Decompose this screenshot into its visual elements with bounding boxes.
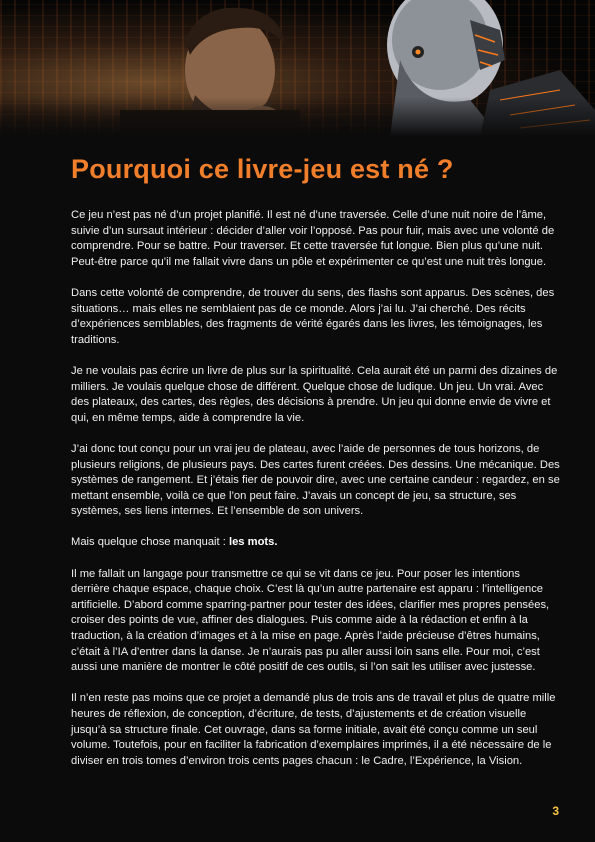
paragraph-5: Il me fallait un langage pour transmettre ce qui se vit dans ce jeu. Pour poser les intentions derrière chaque espace, chaque choix. C’est là qu’un autre partenaire est apparu : l’intelligence artificielle. D’abord comme sparring-partner pour tester des idées, clarifier mes propres pensées, croiser des points de vue, affiner des dialogues. Puis comme aide à la rédaction et enfin à la traduction, à la création d’images et à la mise en page. Après l’aide précieuse d’êtres humains, c’était à l’IA d’entrer dans la danse. Je n’aurais pas pu aller aussi loin sans elle. Pour moi, c’est aussi une manière de montrer le côté positif de ces outils, si l’on sait les utiliser avec justesse. [71,567,550,674]
page-number: 3 [552,804,559,818]
paragraph-missing [71,535,561,551]
paragraph-3: Je ne voulais pas écrire un livre de plus sur la spiritualité. Cela aurait été un parmi des dizaines de milliers. Je voulais quelque chose de différent. Quelque chose de ludique. Un jeu. Un vrai. Avec des plateaux, des cartes, des règles, des décisions à prendre. Un jeu qui donne envie de vivre et qui, en même temps, aide à comprendre la vie. [71,364,558,424]
page-title: Pourquoi ce livre-jeu est né ? [71,154,454,184]
header-fade [0,97,595,137]
body-text [71,208,561,785]
paragraph-1: Ce jeu n’est pas né d’un projet planifié. Il est né d’une traversée. Celle d’une nuit noire de l’âme, suivie d’un sursaut intérieur : décider d’aller voir l’opposé. Pas pour fuir, mais avec une volonté de comprendre. Pour se battre. Pour traverser. Et cette traversée fut longue. Bien plus qu’une nuit. Peut-être parce qu’il me fallait vivre dans un pôle et expérimenter ce qu’est une nuit très longue. [71,209,555,268]
missing-emphasis: les mots. [228,536,278,549]
missing-prefix: Mais quelque chose manquait : [71,536,229,549]
paragraph-4: J’ai donc tout conçu pour un vrai jeu de plateau, avec l’aide de personnes de tous horizons, de plusieurs religions, de plusieurs pays. Des cartes furent créées. Des dessins. Une mécanique. Des systèmes de rangement. Et j’étais fier de pouvoir dire, avec une certaine candeur : regardez, en se mettant ensemble, voilà ce que l’on peut faire. J’avais un concept de jeu, sa structure, ses systèmes, ses liens internes. Et l’ensemble de son univers. [71,442,560,518]
header-illustration [0,0,595,137]
paragraph-6: Il n’en reste pas moins que ce projet a demandé plus de trois ans de travail et plus de quatre mille heures de réflexion, de conception, d’écriture, de tests, d’ajustements et de création visuelle jusqu’à sa structure finale. Cet ouvrage, dans sa forme initiale, avait été conçu comme un seul volume. Toutefois, pour en faciliter la fabrication d’exemplaires imprimés, il a été nécessaire de le diviser en trois tomes d’environ trois cents pages chacun : le Cadre, l’Expérience, la Vision. [71,692,556,767]
paragraph-2: Dans cette volonté de comprendre, de trouver du sens, des flashs sont apparus. Des scènes, des situations… mais elles ne semblaient pas de ce monde. Alors j’ai lu. J’ai cherché. Des récits d’expériences semblables, des fragments de vérité égarés dans les livres, les témoignages, les traditions. [71,286,555,346]
